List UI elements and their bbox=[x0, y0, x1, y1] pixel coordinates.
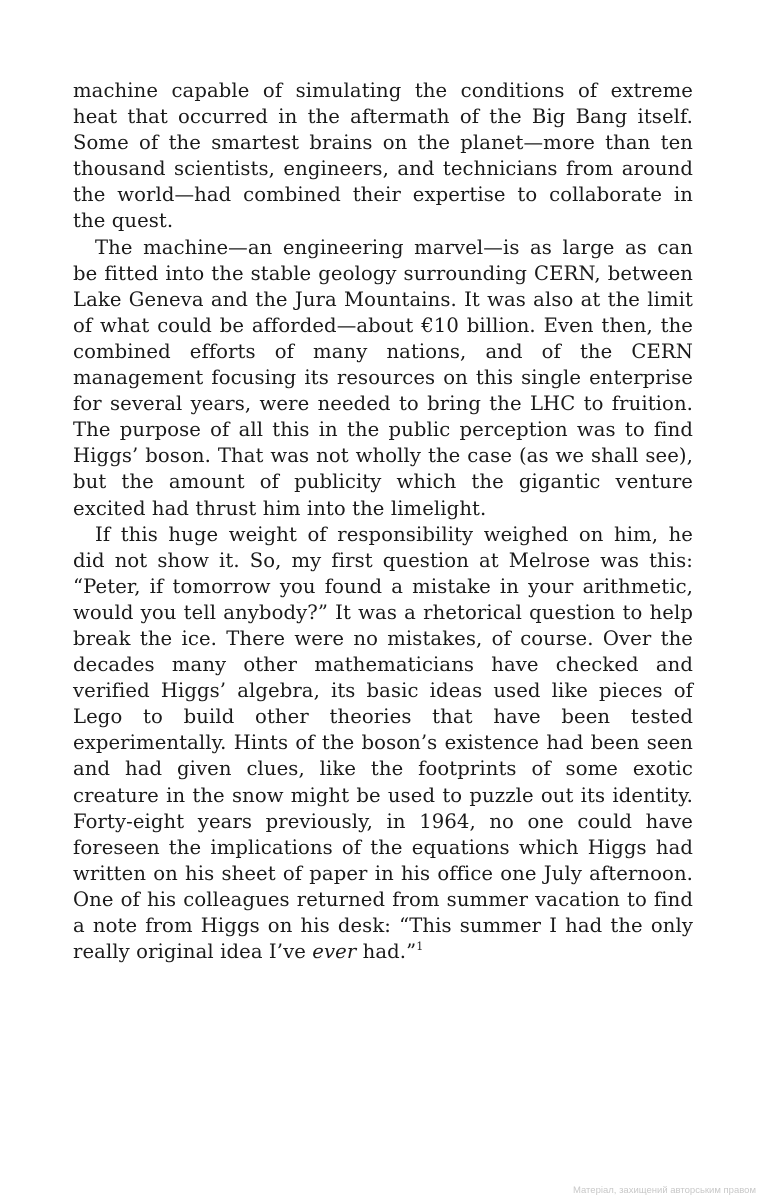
footnote-reference[interactable]: 1 bbox=[416, 939, 424, 953]
page-body bbox=[73, 78, 693, 965]
copyright-watermark: Матеріал, захищений авторським правом bbox=[572, 1185, 756, 1196]
paragraph-3 bbox=[73, 522, 693, 966]
paragraph-3-end: had.” bbox=[356, 940, 417, 964]
paragraph-1: machine capable of simulating the conditions of extreme heat that occurred in the aftermath of the Big Bang itself. Some of the smartest brains on the planet—more than ten thousand scientists, engineers, and technicians from around the world—had combined their expertise to collaborate in the quest. bbox=[73, 79, 693, 233]
paragraph-3-text: If this huge weight of responsibility weighed on him, he did not show it. So, my first question at Melrose was this: “Peter, if tomorrow you found a mistake in your arithmetic, would you tell anybody?” It was a rhetorical question to help break the ice. There were no mistakes, of course. Over the decades many other mathematicians have checked and verified Higgs’ algebra, its basic ideas used like pieces of Lego to build other theories that have been tested experimentally. Hints of the boson’s existence had been seen and had given clues, like the footprints of some exotic creature in the snow might be used to puzzle out its identity. Forty-eight years previously, in 1964, no one could have foreseen the implications of the equations which Higgs had written on his sheet of paper in his office one July afternoon. One of his colleagues returned from summer vacation to find a note from Higgs on his desk: “This summer I had the only really original idea I’ve bbox=[73, 522, 693, 964]
emphasis-ever: ever bbox=[312, 940, 357, 964]
paragraph-2: The machine—an engineering marvel—is as large as can be fitted into the stable geology surrounding CERN, between Lake Geneva and the Jura Mountains. It was also at the limit of what could be afforded—about €10 billion. Even then, the combined efforts of many nations, and of the CERN management focusing its resources on this single enterprise for several years, were needed to bring the LHC to fruition. The purpose of all this in the public perception was to find Higgs’ boson. That was not wholly the case (as we shall see), but the amount of publicity which the gigantic venture excited had thrust him into the limelight. bbox=[73, 235, 693, 520]
